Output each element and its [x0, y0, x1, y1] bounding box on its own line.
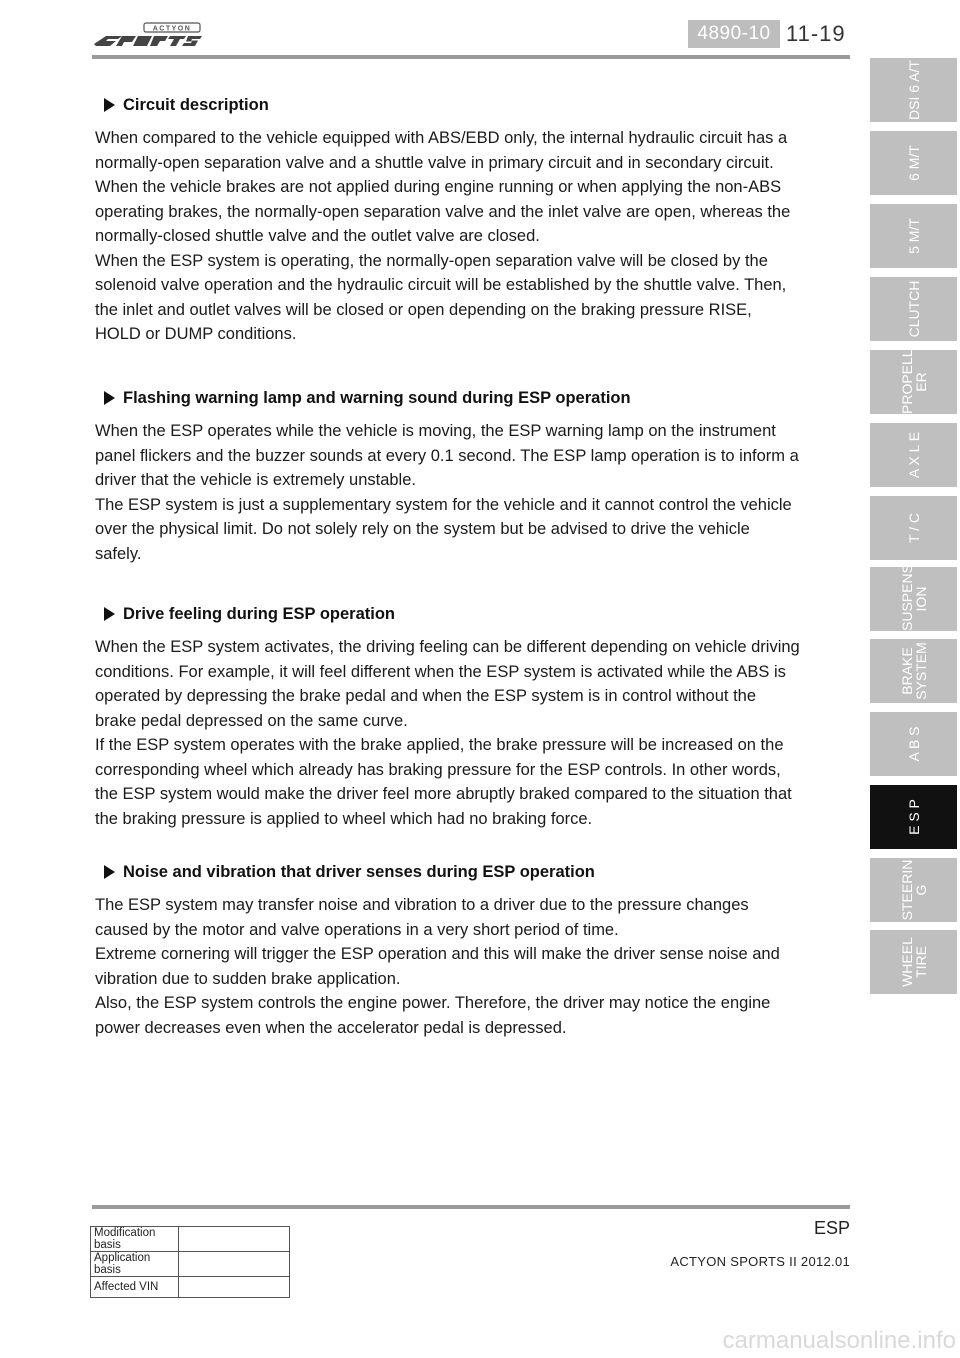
- section-heading: [95, 385, 800, 411]
- tab-label: CLUTCH: [905, 280, 922, 338]
- triangle-bullet-icon: [104, 607, 115, 621]
- section-body: When the ESP operates while the vehicle is moving, the ESP warning lamp on the instrument panel flickers and the buzzer sounds at every 0.1 second. The ESP lamp operation is to inform a driver that the vehicle is extremely unstable. The ESP system is just a supplementary system for the vehicle and it cannot control the vehicle over the physical limit. Do not solely rely on the system but be advised to drive the vehicle safely.: [95, 422, 799, 563]
- tab-label: DSI 6 A/T: [905, 60, 922, 120]
- tab-wheel-tire[interactable]: [870, 930, 957, 994]
- basis-value: [178, 1277, 289, 1298]
- basis-label: Application basis: [91, 1252, 179, 1277]
- basis-value: [178, 1252, 289, 1277]
- section-heading: [95, 859, 800, 885]
- header-divider: [92, 55, 850, 59]
- tab-label: A B S: [905, 726, 922, 762]
- tab-label: A X L E: [905, 431, 922, 479]
- basis-value: [178, 1227, 289, 1252]
- section-heading-text: Noise and vibration that driver senses during ESP operation: [123, 862, 595, 881]
- footer-section-name: ESP: [813, 1218, 850, 1238]
- tab-label: PROPELL ER: [898, 349, 929, 414]
- tab-transfer-case[interactable]: [870, 496, 957, 560]
- watermark: carmanualsonline.info: [722, 1327, 956, 1354]
- section-heading-text: Flashing warning lamp and warning sound during ESP operation: [123, 388, 631, 407]
- svg-text:ACTYON: ACTYON: [152, 25, 192, 33]
- tab-label: SUSPENS ION: [898, 564, 929, 631]
- tab-label: E S P: [905, 799, 922, 835]
- section-drive-feeling: [95, 601, 800, 831]
- section-body: The ESP system may transfer noise and vibration to a driver due to the pressure changes caused by the motor and valve operations in a very short period of time. Extreme cornering will trigger the ESP operation and this will make the driver sense noise and vibration due to sudden brake application. Also, the ESP system controls the engine power. Therefore, the driver may notice the engine power decreases even when the accelerator pedal is depressed.: [95, 896, 780, 1037]
- tab-propeller[interactable]: [870, 350, 957, 414]
- triangle-bullet-icon: [104, 98, 115, 112]
- tab-abs[interactable]: [870, 712, 957, 776]
- page-number: 11-19: [786, 21, 846, 46]
- section-circuit-description: [95, 92, 800, 347]
- tab-steering[interactable]: [870, 858, 957, 922]
- tab-label: BRAKE SYSTEM: [898, 642, 929, 700]
- section-heading-text: Drive feeling during ESP operation: [123, 604, 395, 623]
- tab-suspension[interactable]: [870, 564, 957, 631]
- tab-axle[interactable]: [870, 423, 957, 487]
- footer-model: ACTYON SPORTS II 2012.01: [670, 1254, 850, 1269]
- tab-brake-system[interactable]: [870, 639, 957, 703]
- triangle-bullet-icon: [104, 865, 115, 879]
- tab-5-mt[interactable]: [870, 204, 957, 268]
- tab-esp[interactable]: [870, 785, 957, 849]
- tab-label: WHEEL TIRE: [898, 937, 929, 987]
- table-row: [91, 1227, 290, 1252]
- tab-label: T / C: [905, 512, 922, 544]
- section-noise-vibration: [95, 859, 800, 1040]
- tab-dsi-6-at[interactable]: [870, 58, 957, 122]
- table-row: [91, 1277, 290, 1298]
- section-body: When the ESP system activates, the driving feeling can be different depending on vehicle driving conditions. For example, it will feel different when the ESP system is activated while the ABS is operated by depressing the brake pedal and when the ESP system is in control without the brake pedal depressed on the same curve. If the ESP system operates with the brake applied, the brake pressure will be increased on the corresponding wheel which already has braking pressure for the ESP controls. In other words, the ESP system would make the driver feel more abruptly braked compared to the situation that the braking pressure is applied to wheel which had no braking force.: [95, 638, 800, 828]
- table-row: [91, 1252, 290, 1277]
- section-heading-text: Circuit description: [123, 95, 269, 114]
- section-heading: [95, 601, 800, 627]
- tab-6-mt[interactable]: [870, 131, 957, 195]
- tab-label: 5 M/T: [905, 218, 922, 254]
- actyon-sports-logo-mark: [92, 22, 204, 48]
- section-warning-lamp: [95, 385, 800, 566]
- basis-table: [90, 1226, 290, 1298]
- actyon-sports-logo: [92, 22, 204, 48]
- basis-label: Modification basis: [91, 1227, 179, 1252]
- basis-label: Affected VIN: [91, 1277, 179, 1298]
- tab-label: STEERIN G: [898, 859, 929, 921]
- tab-clutch[interactable]: [870, 277, 957, 341]
- footer-divider: [92, 1205, 850, 1209]
- triangle-bullet-icon: [104, 391, 115, 405]
- section-body: When compared to the vehicle equipped with ABS/EBD only, the internal hydraulic circuit has a normally-open separation valve and a shuttle valve in primary circuit and in secondary circuit. When the vehicle brakes are not applied during engine running or when applying the non-ABS operating brakes, the normally-open separation valve and the inlet valve are open, whereas the normally-closed shuttle valve and the outlet valve are closed. When the ESP system is operating, the normally-open separation valve will be closed by the solenoid valve operation and the hydraulic circuit will be established by the shuttle valve. Then, the inlet and outlet valves will be closed or open depending on the braking pressure RISE, HOLD or DUMP conditions.: [95, 129, 791, 343]
- tab-label: 6 M/T: [905, 145, 922, 181]
- section-heading: [95, 92, 800, 118]
- document-code: 4890-10: [688, 20, 780, 48]
